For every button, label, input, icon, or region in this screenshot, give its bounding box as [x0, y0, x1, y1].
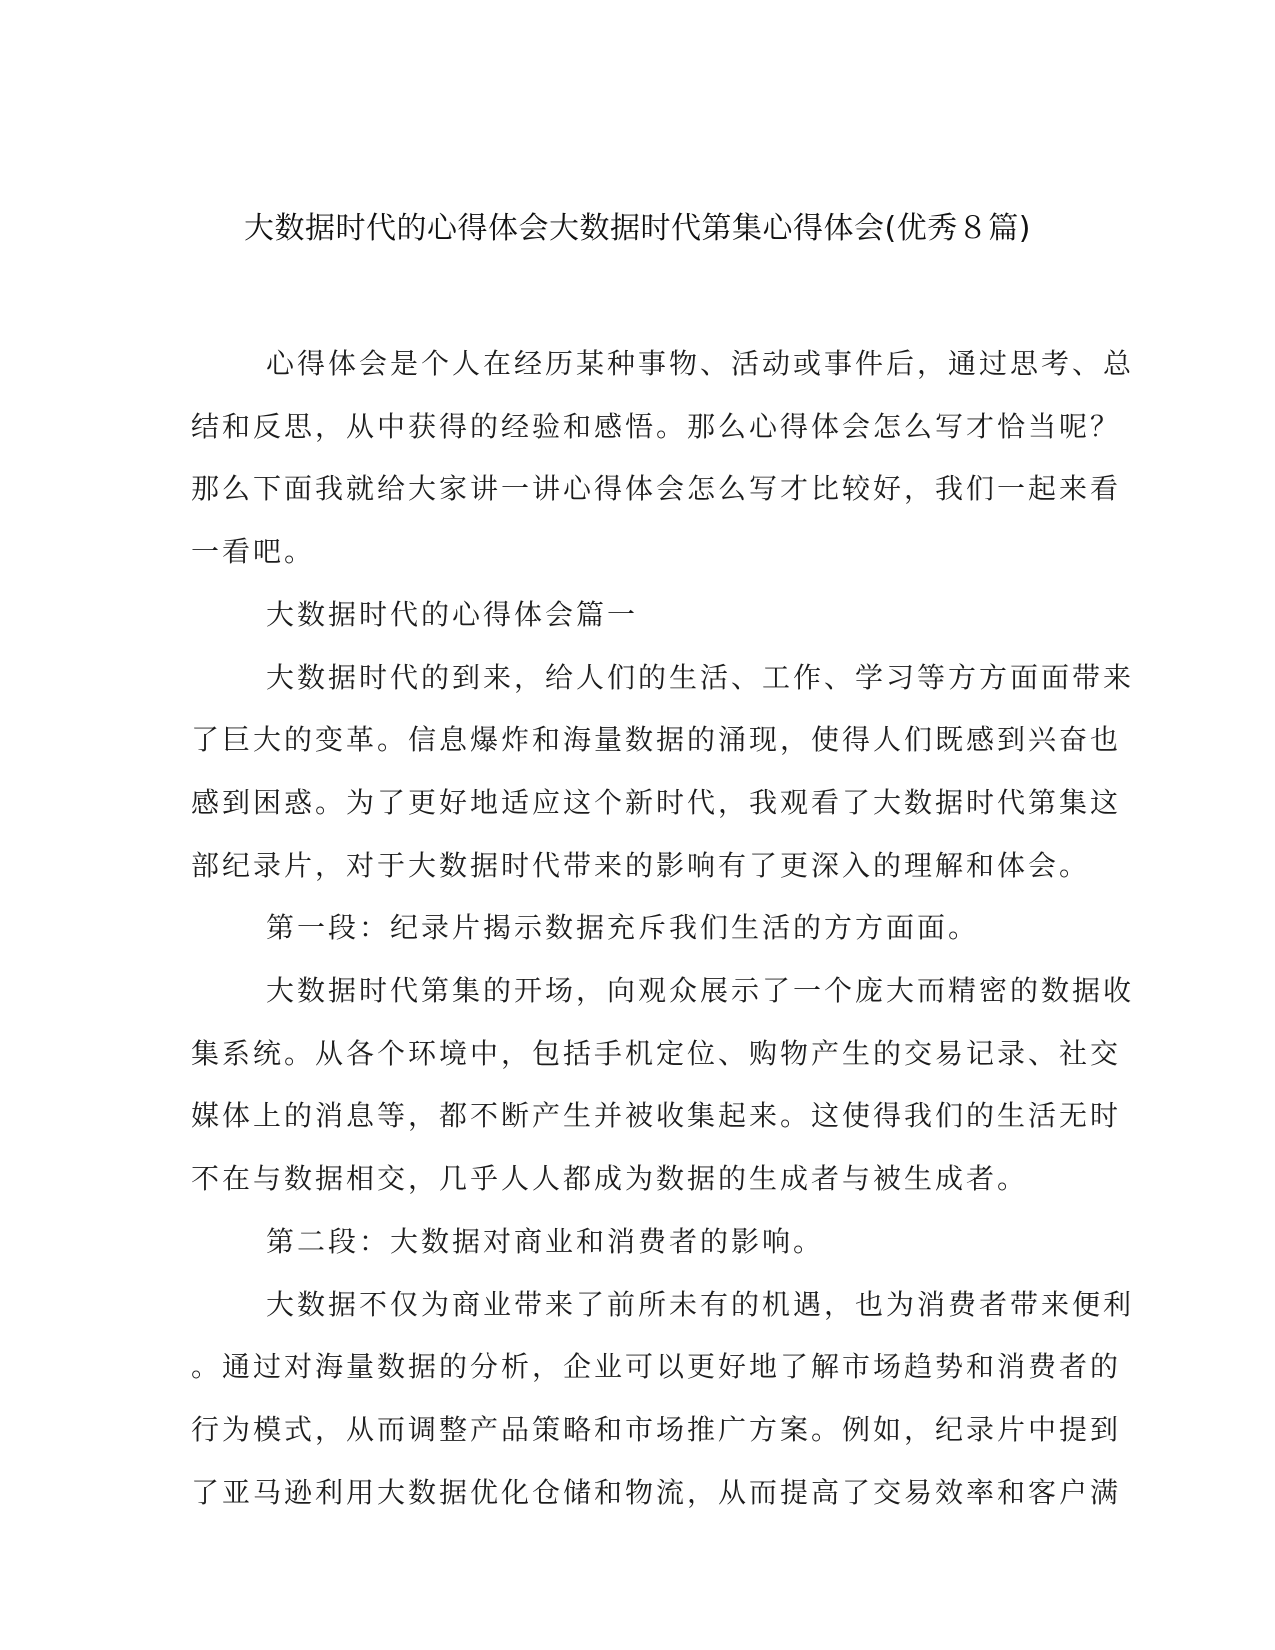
document-title: 大数据时代的心得体会大数据时代第集心得体会(优秀８篇)	[244, 211, 1031, 246]
paragraph-line: 媒体上的消息等，都不断产生并被收集起来。这使得我们的生活无时	[191, 1099, 1122, 1133]
document-body	[191, 333, 1135, 1524]
paragraph-line: 部纪录片，对于大数据时代带来的影响有了更深入的理解和体会。	[191, 848, 1091, 882]
paragraph-line: 。通过对海量数据的分析，企业可以更好地了解市场趋势和消费者的	[191, 1350, 1122, 1384]
paragraph-line: 大数据时代的到来，给人们的生活、工作、学习等方方面面带来	[266, 660, 1135, 694]
paragraph-line: 不在与数据相交，几乎人人都成为数据的生成者与被生成者。	[191, 1162, 1029, 1196]
paragraph-line: 行为模式，从而调整产品策略和市场推广方案。例如，纪录片中提到	[191, 1412, 1122, 1446]
paragraph-line: 了巨大的变革。信息爆炸和海量数据的涌现，使得人们既感到兴奋也	[191, 723, 1122, 757]
paragraph-line: 了亚马逊利用大数据优化仓储和物流，从而提高了交易效率和客户满	[191, 1475, 1122, 1509]
paragraph-line: 感到困惑。为了更好地适应这个新时代，我观看了大数据时代第集这	[191, 785, 1122, 819]
paragraph-line: 集系统。从各个环境中，包括手机定位、购物产生的交易记录、社交	[191, 1036, 1122, 1070]
section-heading: 第二段：大数据对商业和消费者的影响。	[266, 1224, 825, 1258]
paragraph-line: 心得体会是个人在经历某种事物、活动或事件后，通过思考、总	[266, 347, 1135, 380]
paragraph-line: 那么下面我就给大家讲一讲心得体会怎么写才比较好，我们一起来看	[191, 472, 1122, 506]
paragraph-line: 结和反思，从中获得的经验和感悟。那么心得体会怎么写才恰当呢？	[191, 409, 1122, 443]
paragraph-line: 一看吧。	[191, 535, 316, 569]
paragraph-line: 大数据不仅为商业带来了前所未有的机遇，也为消费者带来便利	[266, 1287, 1135, 1321]
section-heading: 大数据时代的心得体会篇一	[266, 597, 639, 631]
paragraph-line: 大数据时代第集的开场，向观众展示了一个庞大而精密的数据收	[266, 974, 1135, 1008]
section-heading: 第一段：纪录片揭示数据充斥我们生活的方方面面。	[266, 911, 980, 945]
